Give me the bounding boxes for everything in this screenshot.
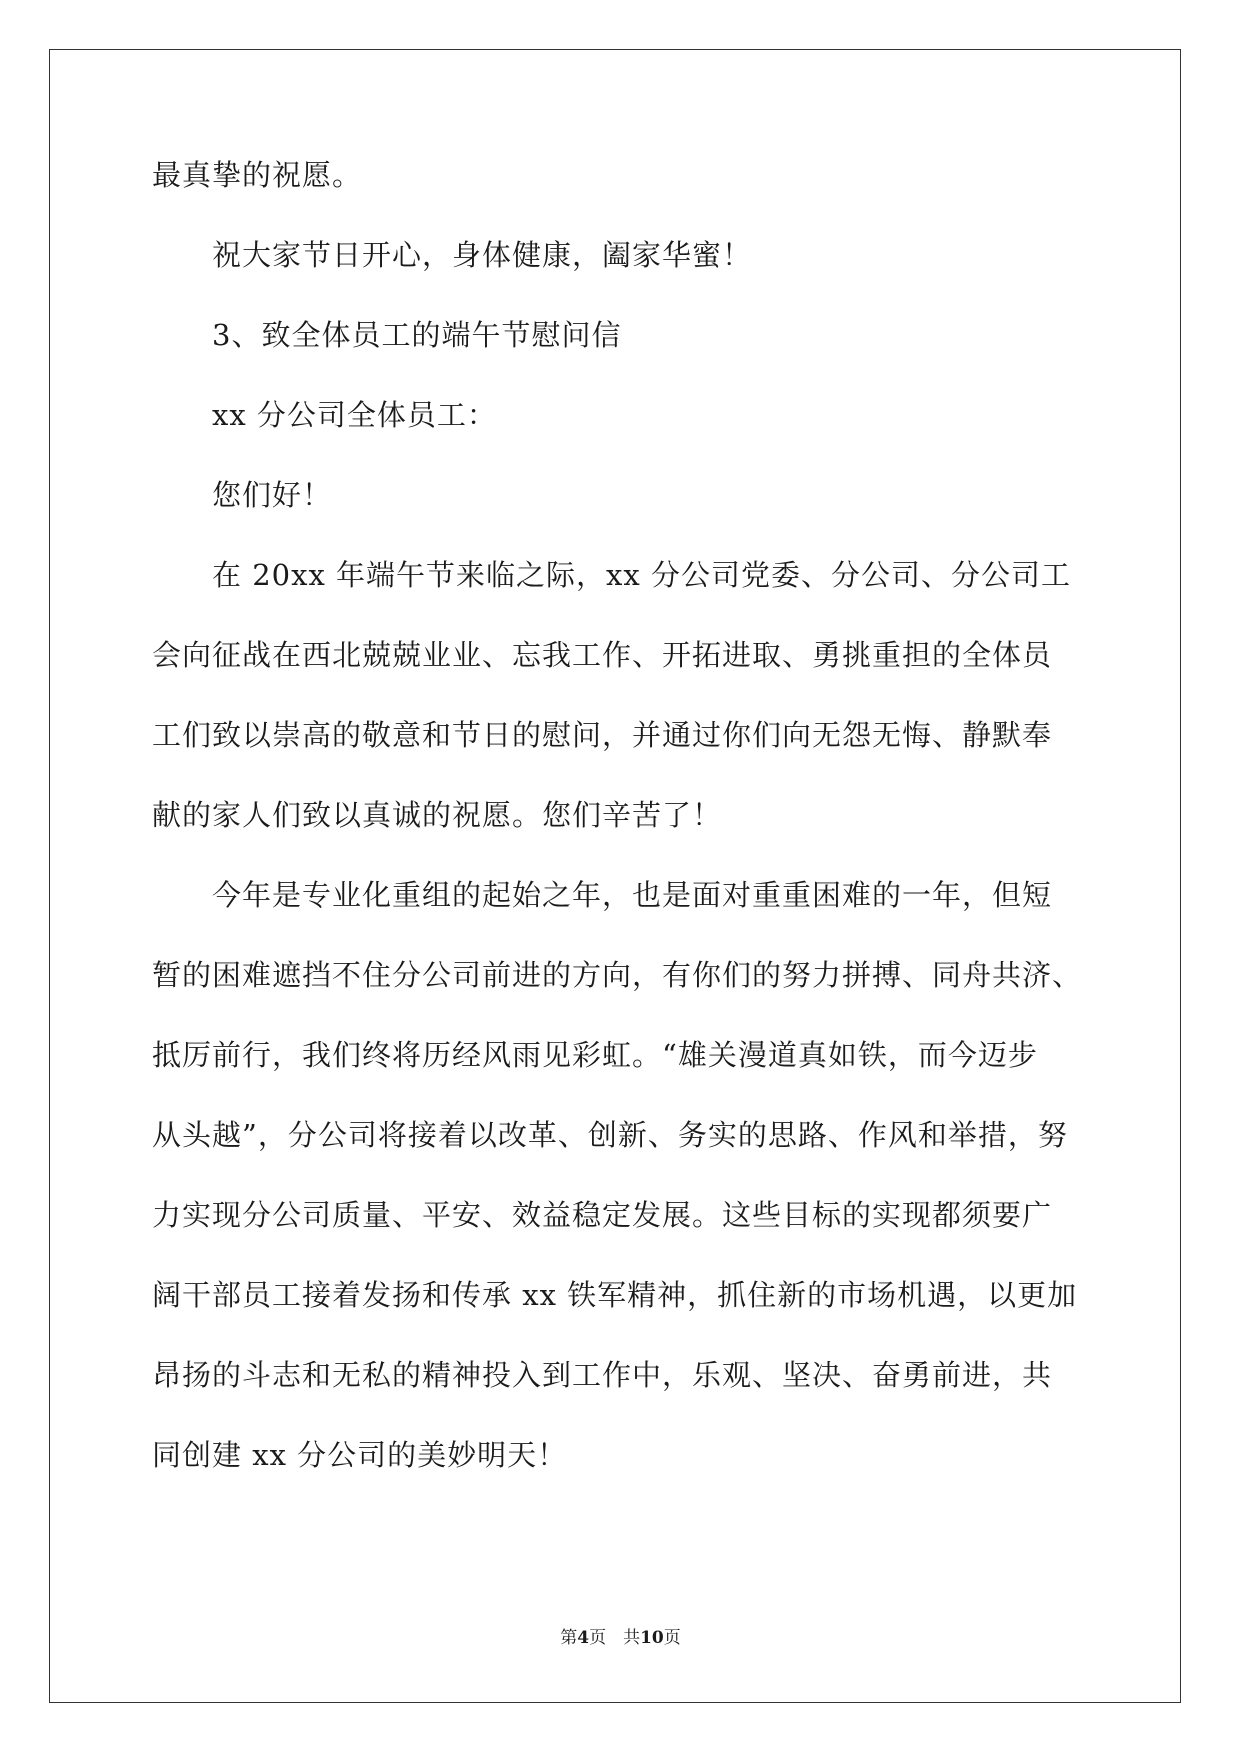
section-heading: 3、致全体员工的端午节慰问信 — [212, 318, 622, 352]
text-line: 最真挚的祝愿。 — [152, 158, 363, 192]
greeting: 您们好！ — [212, 478, 333, 512]
page-label-mid: 页 共 — [589, 1628, 641, 1648]
page-number: 4 — [577, 1628, 590, 1648]
text-line: 昂扬的斗志和无私的精神投入到工作中，乐观、坚决、奋勇前进，共 — [152, 1358, 1053, 1392]
salutation: xx 分公司全体员工： — [212, 398, 497, 432]
text-line: 献的家人们致以真诚的祝愿。您们辛苦了！ — [152, 798, 723, 832]
text-line: 祝大家节日开心，身体健康，阖家华蜜！ — [212, 238, 753, 272]
text-line: 工们致以崇高的敬意和节日的慰问，并通过你们向无怨无悔、静默奉 — [152, 718, 1053, 752]
text-line: 力实现分公司质量、平安、效益稳定发展。这些目标的实现都须要广 — [152, 1198, 1053, 1232]
page-label-prefix: 第 — [560, 1628, 578, 1648]
page-total: 10 — [640, 1628, 664, 1648]
text-line: 暂的困难遮挡不住分公司前进的方向，有你们的努力拼搏、同舟共济、 — [152, 958, 1083, 992]
text-line: 在 20xx 年端午节来临之际，xx 分公司党委、分公司、分公司工 — [212, 558, 1071, 592]
text-line: 抵厉前行，我们终将历经风雨见彩虹。“雄关漫道真如铁，而今迈步 — [152, 1038, 1038, 1072]
text-line: 今年是专业化重组的起始之年，也是面对重重困难的一年，但短 — [212, 878, 1053, 912]
text-line: 阔干部员工接着发扬和传承 xx 铁军精神，抓住新的市场机遇，以更加 — [152, 1278, 1078, 1312]
text-line: 会向征战在西北兢兢业业、忘我工作、开拓进取、勇挑重担的全体员 — [152, 638, 1053, 672]
page-footer — [0, 1626, 1241, 1650]
text-line: 从头越”，分公司将接着以改革、创新、务实的思路、作风和举措，努 — [152, 1118, 1068, 1152]
page-label-suffix: 页 — [663, 1628, 681, 1648]
text-line: 同创建 xx 分公司的美妙明天！ — [152, 1438, 568, 1472]
